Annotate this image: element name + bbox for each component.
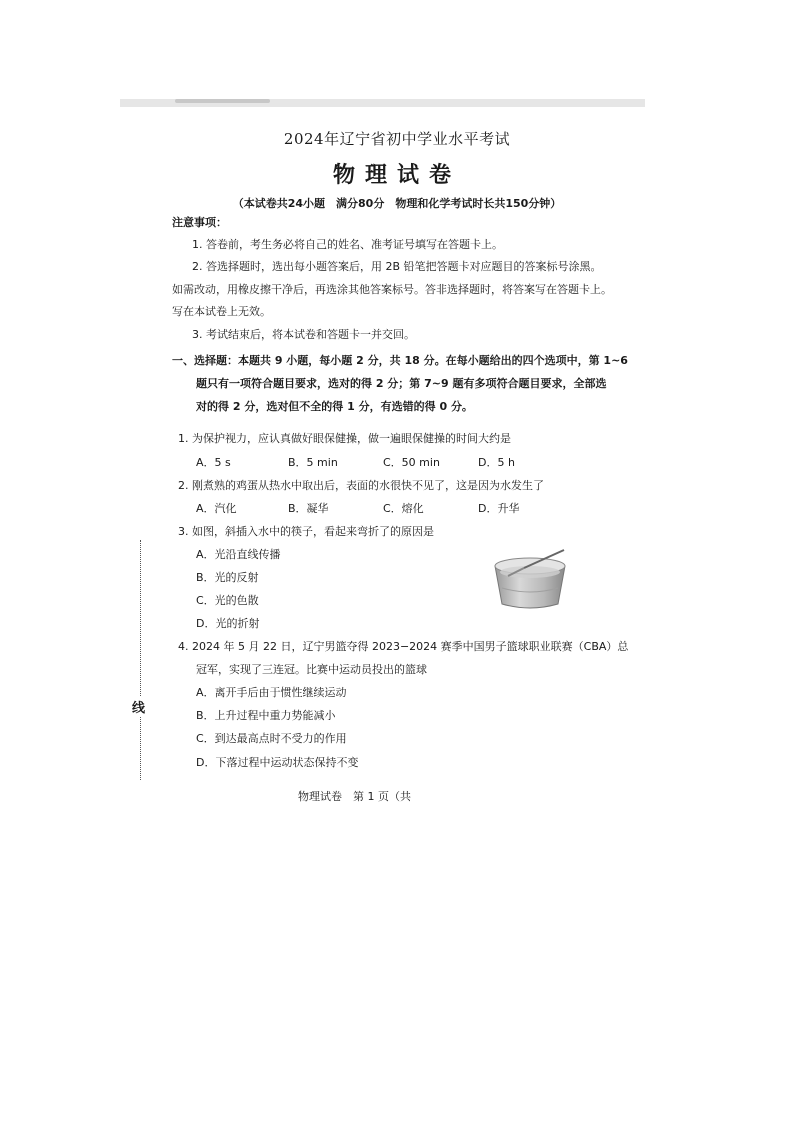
binding-line-label: 线 [132,697,145,716]
question-1-option-b: B．5 min [288,456,338,469]
notice-item-3: 3. 考试结束后，将本试卷和答题卡一并交回。 [192,328,415,341]
question-1-option-a: A．5 s [196,456,231,469]
notice-item-2-line-1: 2. 答选择题时，选出每小题答案后，用 2B 铅笔把答题卡对应题目的答案标号涂黑。 [192,260,602,273]
question-2-option-c: C．熔化 [383,502,424,515]
binding-dotted-line [140,540,141,780]
question-4-option-d: D．下落过程中运动状态保持不变 [196,756,359,769]
section-1-line-2: 题只有一项符合题目要求，选对的得 2 分；第 7~9 题有多项符合题目要求，全部选 [196,377,607,390]
exam-title: 2024年辽宁省初中学业水平考试 [283,130,511,148]
question-4-option-b: B．上升过程中重力势能减小 [196,709,336,722]
question-1-option-d: D．5 h [478,456,515,469]
exam-info: （本试卷共24小题 满分80分 物理和化学考试时长共150分钟） [232,197,562,210]
question-3-stem: 3. 如图，斜插入水中的筷子，看起来弯折了的原因是 [178,525,434,538]
section-1-line-1: 一、选择题：本题共 9 小题，每小题 2 分，共 18 分。在每小题给出的四个选项中，第 1~6 [172,354,628,367]
question-2-option-a: A．汽化 [196,502,237,515]
question-2-option-d: D．升华 [478,502,520,515]
question-2-stem: 2. 刚煮熟的鸡蛋从热水中取出后，表面的水很快不见了，这是因为水发生了 [178,479,544,492]
notice-item-1: 1. 答卷前，考生务必将自己的姓名、准考证号填写在答题卡上。 [192,238,503,251]
scan-smudge [175,99,270,103]
chopstick-in-water-figure [490,548,570,612]
question-3-option-b: B．光的反射 [196,571,259,584]
notice-item-2-line-3: 写在本试卷上无效。 [172,305,271,318]
question-4-stem-line-1: 4. 2024 年 5 月 22 日，辽宁男篮夺得 2023−2024 赛季中国男子篮球职业联赛（CBA）总 [178,640,629,653]
question-3-option-c: C．光的色散 [196,594,259,607]
question-4-option-a: A．离开手后由于惯性继续运动 [196,686,347,699]
question-1-option-c: C．50 min [383,456,440,469]
notice-item-2-line-2: 如需改动，用橡皮擦干净后，再选涂其他答案标号。答非选择题时，将答案写在答题卡上。 [172,283,612,296]
question-3-option-a: A．光沿直线传播 [196,548,281,561]
subject-title: 物理试卷 [332,163,461,188]
section-1-line-3: 对的得 2 分，选对但不全的得 1 分，有选错的得 0 分。 [196,400,473,413]
question-3-option-d: D．光的折射 [196,617,260,630]
notice-heading: 注意事项： [172,216,227,229]
question-4-stem-line-2: 冠军，实现了三连冠。比赛中运动员投出的篮球 [196,663,427,676]
question-4-option-c: C．到达最高点时不受力的作用 [196,732,347,745]
page-footer: 物理试卷 第 1 页（共 [298,790,411,803]
question-2-option-b: B．凝华 [288,502,329,515]
question-1-stem: 1. 为保护视力，应认真做好眼保健操，做一遍眼保健操的时间大约是 [178,432,511,445]
